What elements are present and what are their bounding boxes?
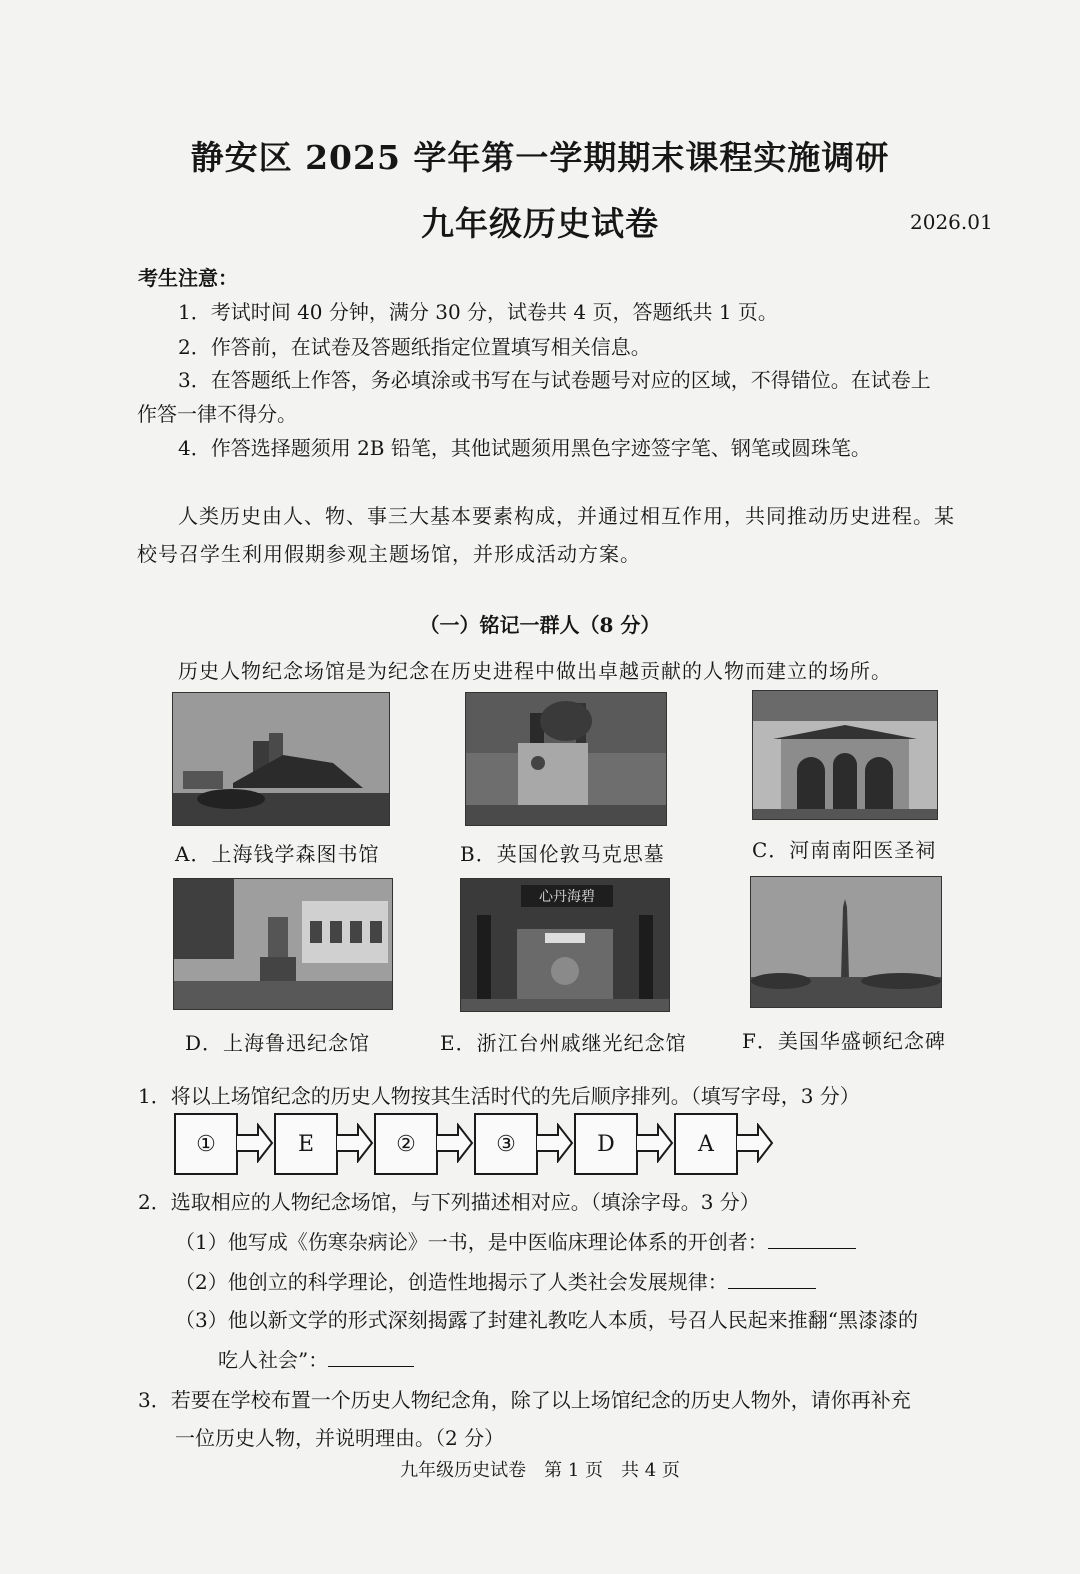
exam-date: 2026.01 bbox=[910, 210, 993, 234]
answer-blank-3[interactable] bbox=[328, 1348, 414, 1367]
intro-line-2: 校号召学生利用假期参观主题场馆，并形成活动方案。 bbox=[137, 542, 641, 566]
arrow-right-icon bbox=[336, 1123, 374, 1163]
photo-yisheng-shrine bbox=[752, 690, 938, 820]
sequence-box-4: ③ bbox=[474, 1113, 538, 1175]
question-2-sub-3-cont bbox=[218, 1344, 414, 1373]
caption-a: A．上海钱学森图书馆 bbox=[175, 842, 380, 866]
question-2: 2．选取相应的人物纪念场馆，与下列描述相对应。（填涂字母。3 分） bbox=[138, 1190, 760, 1214]
sequence-box-3: ② bbox=[374, 1113, 438, 1175]
answer-blank-1[interactable] bbox=[768, 1230, 856, 1249]
caption-b: B．英国伦敦马克思墓 bbox=[460, 842, 665, 866]
question-2-sub-2-text: （2）他创立的科学理论，创造性地揭示了人类社会发展规律： bbox=[175, 1270, 728, 1294]
caption-c: C．河南南阳医圣祠 bbox=[752, 838, 937, 862]
notice-item-2: 2．作答前，在试卷及答题纸指定位置填写相关信息。 bbox=[178, 335, 651, 359]
sequence-flow bbox=[174, 1113, 774, 1175]
photo-marx-tomb bbox=[465, 692, 667, 826]
exam-title-line1: 静安区 2025 学年第一学期期末课程实施调研 bbox=[190, 138, 890, 177]
caption-f: F．美国华盛顿纪念碑 bbox=[742, 1029, 946, 1053]
notice-item-4: 4．作答选择题须用 2B 铅笔，其他试题须用黑色字迹签字笔、钢笔或圆珠笔。 bbox=[178, 436, 871, 460]
question-2-sub-1 bbox=[175, 1226, 856, 1255]
intro-line-1: 人类历史由人、物、事三大基本要素构成，并通过相互作用，共同推动历史进程。某 bbox=[178, 504, 955, 528]
arrow-right-icon bbox=[636, 1123, 674, 1163]
notice-item-3: 3．在答题纸上作答，务必填涂或书写在与试卷题号对应的区域，不得错位。在试卷上 bbox=[178, 368, 931, 392]
question-2-sub-1-text: （1）他写成《伤寒杂病论》一书，是中医临床理论体系的开创者： bbox=[175, 1230, 768, 1254]
notice-heading: 考生注意： bbox=[138, 266, 238, 290]
question-3: 3．若要在学校布置一个历史人物纪念角，除了以上场馆纪念的历史人物外，请你再补充 bbox=[138, 1388, 911, 1412]
caption-e: E．浙江台州戚继光纪念馆 bbox=[440, 1031, 687, 1055]
notice-item-1: 1．考试时间 40 分钟，满分 30 分，试卷共 4 页，答题纸共 1 页。 bbox=[178, 300, 778, 324]
arrow-right-icon bbox=[736, 1123, 774, 1163]
sequence-box-1: ① bbox=[174, 1113, 238, 1175]
exam-title-line2: 九年级历史试卷 bbox=[421, 204, 659, 243]
question-3-cont: 一位历史人物，并说明理由。（2 分） bbox=[175, 1426, 505, 1450]
photo-qian-xuesen-library bbox=[172, 692, 390, 826]
arrow-right-icon bbox=[436, 1123, 474, 1163]
plaque-text: 心丹海碧 bbox=[539, 889, 595, 905]
arrow-right-icon bbox=[236, 1123, 274, 1163]
caption-d: D．上海鲁迅纪念馆 bbox=[185, 1031, 371, 1055]
photo-lu-xun-memorial bbox=[173, 878, 393, 1010]
question-2-sub-2 bbox=[175, 1266, 816, 1295]
sequence-box-6: A bbox=[674, 1113, 738, 1175]
sequence-box-5: D bbox=[574, 1113, 638, 1175]
arrow-right-icon bbox=[536, 1123, 574, 1163]
question-2-sub-3-text: 吃人社会”： bbox=[218, 1348, 329, 1372]
section-title: （一）铭记一群人（8 分） bbox=[419, 613, 661, 637]
page-footer: 九年级历史试卷 第 1 页 共 4 页 bbox=[400, 1460, 680, 1481]
answer-blank-2[interactable] bbox=[728, 1270, 816, 1289]
section-lead: 历史人物纪念场馆是为纪念在历史进程中做出卓越贡献的人物而建立的场所。 bbox=[178, 659, 892, 683]
question-2-sub-3: （3）他以新文学的形式深刻揭露了封建礼教吃人本质，号召人民起来推翻“黑漆漆的 bbox=[175, 1308, 918, 1332]
sequence-box-2: E bbox=[274, 1113, 338, 1175]
photo-washington-monument bbox=[750, 876, 942, 1008]
notice-item-3-cont: 作答一律不得分。 bbox=[137, 402, 297, 426]
photo-qi-jiguang-memorial bbox=[460, 878, 670, 1012]
question-1: 1．将以上场馆纪念的历史人物按其生活时代的先后顺序排列。（填写字母，3 分） bbox=[138, 1084, 860, 1108]
